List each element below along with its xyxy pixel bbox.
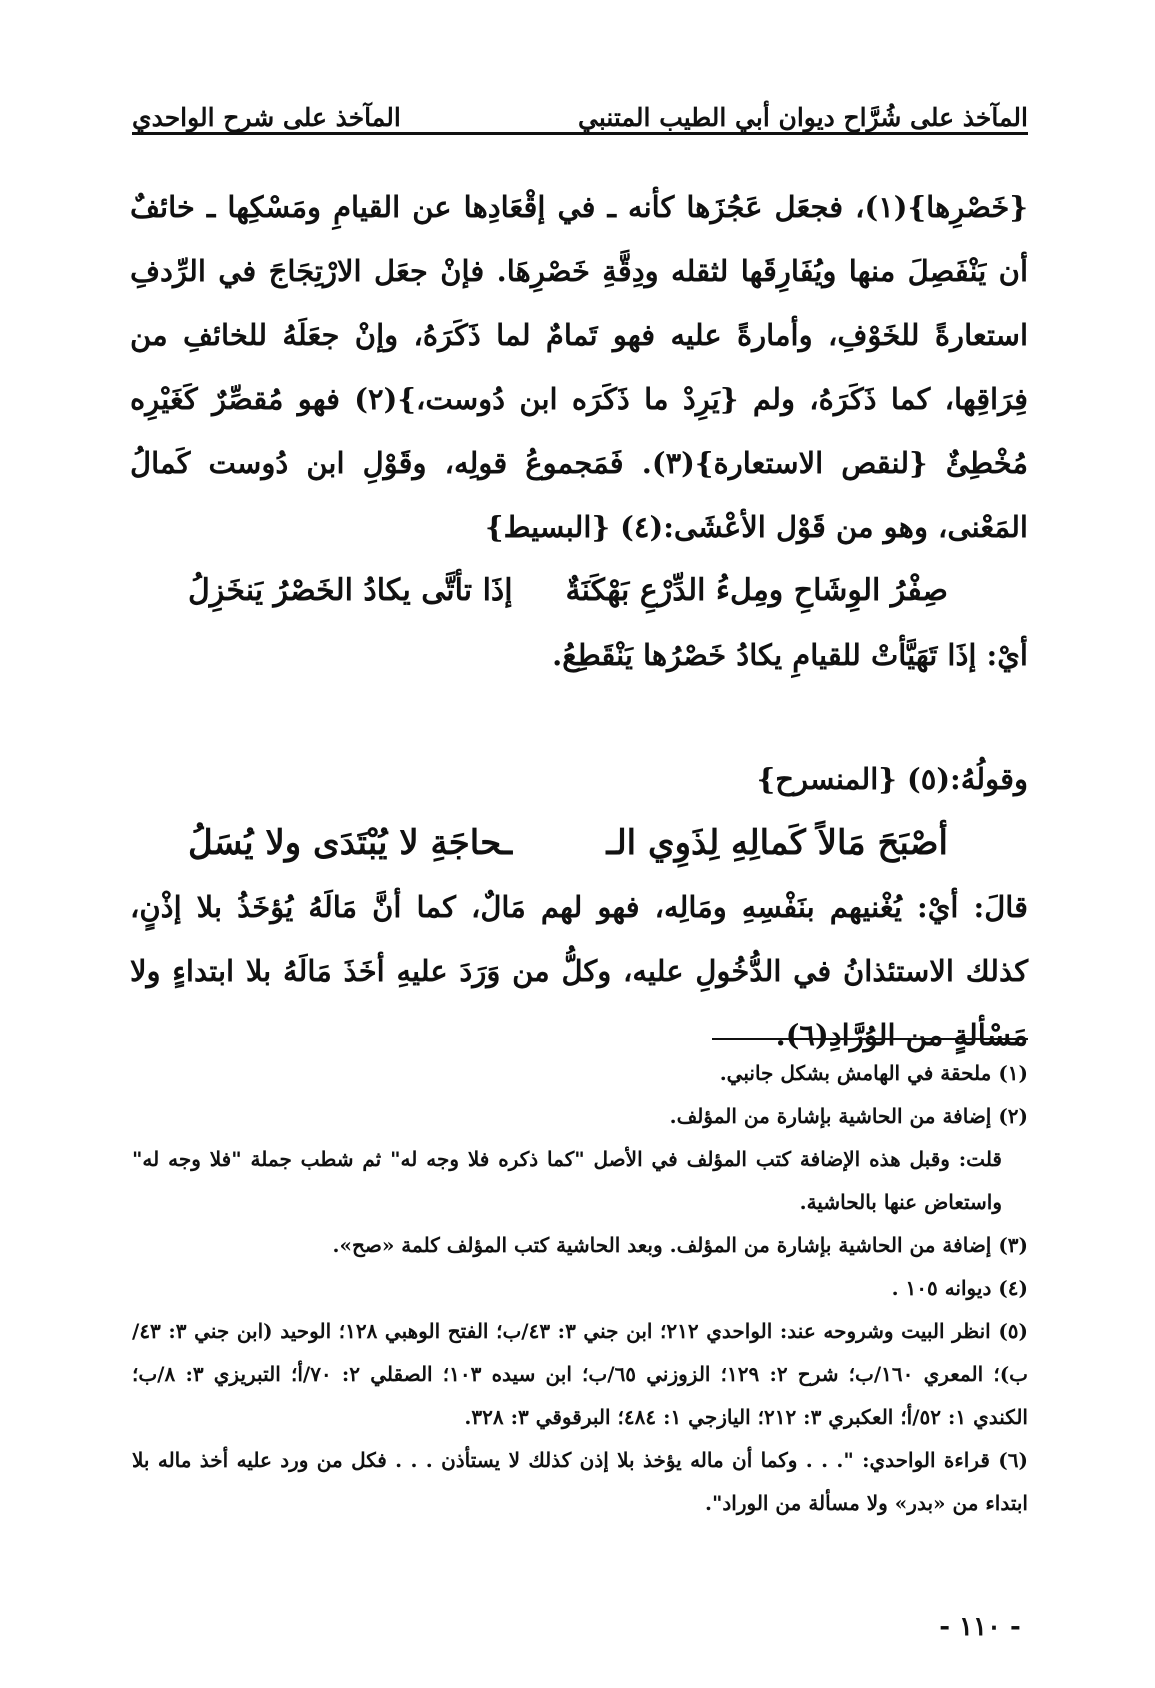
footnote: (٦) قراءة الواحدي: ". . . وكما أن ماله يؤخذ بلا إذن كذلك لا يستأذن . . . فكل من ورد عليه أخذ ماله بلا ابتداء من «بدر» ولا مسألة من الوراد". — [132, 1448, 1028, 1515]
header-rule — [132, 132, 1028, 135]
footnote: (٣) إضافة من الحاشية بإشارة من المؤلف. وبعد الحاشية كتب المؤلف كلمة «صح». — [332, 1233, 1028, 1257]
main-text — [130, 175, 1028, 1067]
footnote-continuation: قلت: وقبل هذه الإضافة كتب المؤلف في الأصل "كما ذكره فلا وجه له" ثم شطب جملة "فلا وجه له" واستعاض عنها بالحاشية. — [132, 1147, 1002, 1214]
header-section-title: المآخذ على شرح الواحدي — [132, 103, 401, 132]
verse-first-hemistich: صِفْرُ الوِشَاحِ ومِلءُ الدِّرْعِ بَهْكَنَةٌ — [565, 573, 948, 608]
footnote: (٤) ديوانه ١٠٥ . — [891, 1276, 1028, 1300]
spacer — [130, 687, 1028, 747]
quote-intro: وقولُهُ:(٥) {المنسرح} — [756, 762, 1028, 796]
verse-second-hemistich: ـحاجَةِ لا يُبْتَدَى ولا يُسَلُ — [188, 823, 513, 863]
paragraph: {خَصْرِها}(١)، فجعَل عَجُزَها كأنه ـ في إقْعَادِها عن القيامِ ومَسْكِها ـ خائفٌ أن يَنْفَصِلَ منها ويُفَارِقَها لثقله ودِقَّةِ خَصْرِهَا. فإنْ جعَل الارْتِجَاجَ في الرِّدفِ استعارةً للخَوْفِ، وأمارةً عليه فهو تَمامٌ لما ذَكَرَهُ، وإنْ جعَلَهُ للخائفِ من فِرَاقِها، كما ذَكَرَهُ، ولم {يَرِدْ ما ذَكَرَه ابن دُوست،}(٢) فهو مُقصِّرٌ كَغَيْرِه مُخْطِئٌ {لنقص الاستعارة}(٣). فَمَجموعُ قولِه، وقَوْلِ ابن دُوست كَمالُ المَعْنى، وهو من قَوْل الأعْشَى:(٤) {البسيط} — [130, 190, 1028, 544]
footnote: (١) ملحقة في الهامش بشكل جانبي. — [719, 1061, 1028, 1085]
page-number: - ١١٠ - — [939, 1612, 1021, 1642]
footnote-rule — [712, 1038, 1028, 1040]
paragraph: قالَ: أيْ: يُغْنيهم بنَفْسِهِ ومَالِه، فهو لهم مَالٌ، كما أنَّ مَالَهُ يُؤخَذُ بلا إذْنٍ، كذلك الاستئذانُ في الدُّخُولِ عليه، وكلُّ من وَرَدَ عليهِ أخَذَ مَالَهُ بلا ابتداءٍ ولا مَسْألةٍ من الوُرَّادِ(٦). — [130, 890, 1028, 1052]
header-book-title: المآخذ على شُرَّاح ديوان أبي الطيب المتنبي — [578, 103, 1028, 132]
running-header — [132, 92, 1028, 132]
verse-first-hemistich: أصْبَحَ مَالاً كَمالِهِ لِذَوِي الـ — [606, 823, 948, 863]
footnote: (٢) إضافة من الحاشية بإشارة من المؤلف. — [669, 1104, 1028, 1128]
verse-line — [188, 811, 948, 875]
verse-second-hemistich: إذَا تأتَّى يكادُ الخَصْرُ يَنخَزِلُ — [188, 573, 513, 608]
footnote: (٥) انظر البيت وشروحه عند: الواحدي ٢١٢؛ ابن جني ٣: ٤٣/ب؛ الفتح الوهبي ١٢٨؛ الوحيد (ابن جني ٣: ٤٣/ب)؛ المعري ١٦٠/ب؛ شرح ٢: ١٢٩؛ الزوزني ٦٥/ب؛ ابن سيده ١٠٣؛ الصقلي ٢: ٧٠/أ؛ التبريزي ٣: ٨/ب؛ الكندي ١: ٥٢/أ؛ العكبري ٣: ٢١٢؛ اليازجي ١: ٤٨٤؛ البرقوقي ٣: ٣٢٨. — [132, 1319, 1028, 1429]
footnotes — [132, 1052, 1028, 1525]
verse-line — [188, 559, 948, 623]
paragraph: أيْ: إذَا تَهَيَّأتْ للقيامِ يكادُ خَصْرُها يَنْقَطِعُ. — [552, 638, 1028, 672]
